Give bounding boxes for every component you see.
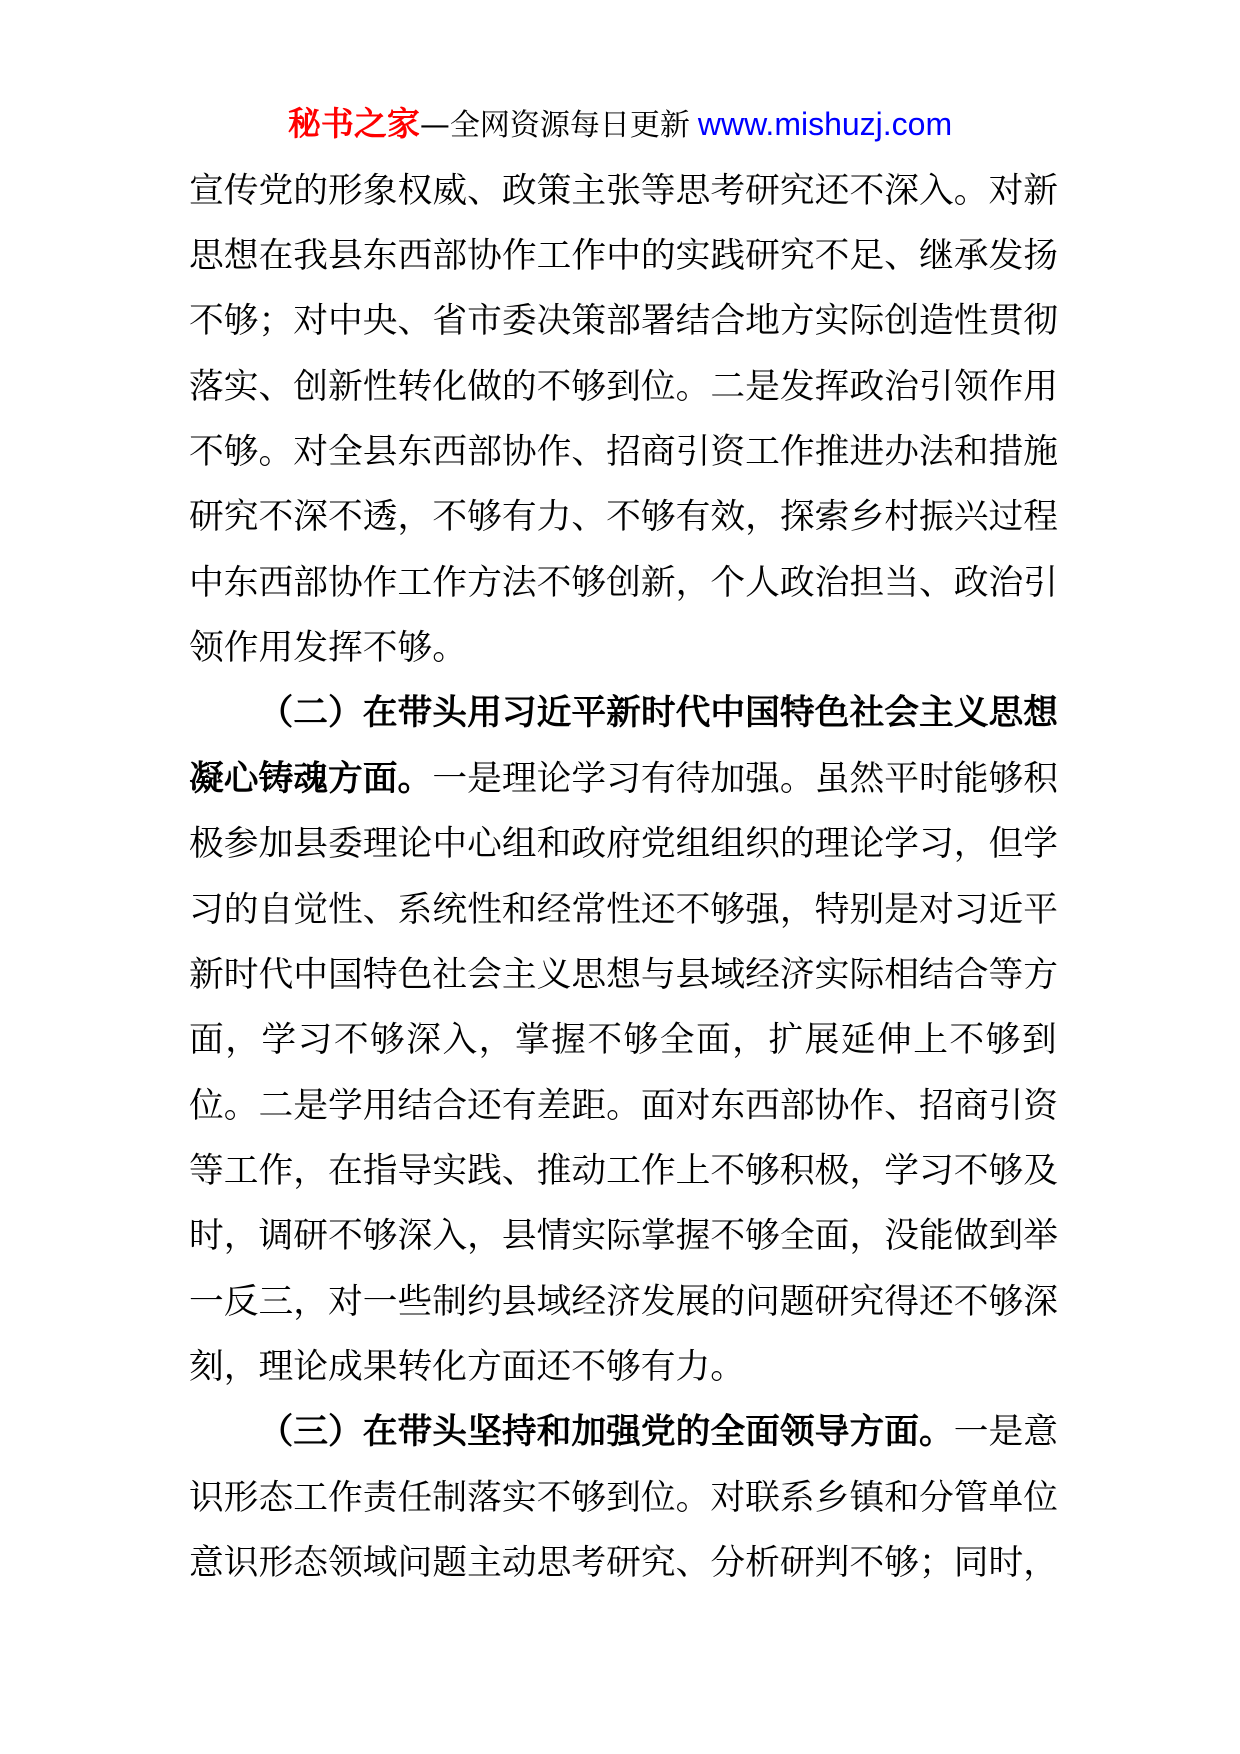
document-body — [189, 159, 1058, 1597]
text-line: 极参加县委理论中心组和政府党组组织的理论学习，但学 — [189, 824, 1058, 865]
paragraph-2 — [189, 681, 1058, 1400]
header-brand: 秘书之家 — [287, 104, 420, 143]
text-line: 宣传党的形象权威、政策主张等思考研究还不深入。对新 — [189, 170, 1058, 211]
section-heading: 凝心铸魂方面。 — [189, 758, 433, 799]
header-url: www.mishuzj.com — [697, 106, 953, 142]
text-line: 刻，理论成果转化方面还不够有力。 — [189, 1347, 745, 1388]
text-line — [189, 747, 1058, 812]
text-line: 落实、创新性转化做的不够到位。二是发挥政治引领作用 — [189, 366, 1058, 407]
text-line: 领作用发挥不够。 — [189, 628, 467, 669]
text-line: 意识形态领域问题主动思考研究、分析研判不够；同时， — [189, 1543, 1058, 1584]
text-line: 一反三，对一些制约县域经济发展的问题研究得还不够深 — [189, 1281, 1058, 1322]
line-text: 一是理论学习有待加强。虽然平时能够积 — [432, 758, 1059, 799]
text-line: 新时代中国特色社会主义思想与县域经济实际相结合等方 — [189, 954, 1058, 995]
text-line — [189, 681, 1058, 746]
header-tagline: —全网资源每日更新 — [419, 108, 690, 143]
text-line: 不够；对中央、省市委决策部署结合地方实际创造性贯彻 — [189, 301, 1058, 342]
text-line: 时，调研不够深入，县情实际掌握不够全面，没能做到举 — [189, 1216, 1058, 1257]
text-line: 识形态工作责任制落实不够到位。对联系乡镇和分管单位 — [189, 1477, 1058, 1518]
section-heading: （二）在带头用习近平新时代中国特色社会主义思想 — [258, 693, 1058, 734]
text-line: 习的自觉性、系统性和经常性还不够强，特别是对习近平 — [189, 889, 1058, 930]
paragraph-3 — [189, 1400, 1058, 1596]
section-heading: （三）在带头坚持和加强党的全面领导方面。 — [258, 1412, 954, 1453]
text-line: 位。二是学用结合还有差距。面对东西部协作、招商引资 — [189, 1085, 1058, 1126]
text-line — [189, 1400, 1058, 1465]
text-line: 中东西部协作工作方法不够创新，个人政治担当、政治引 — [189, 562, 1058, 603]
line-text: 一是意 — [953, 1412, 1059, 1453]
text-line: 思想在我县东西部协作工作中的实践研究不足、继承发扬 — [189, 235, 1058, 276]
text-line: 不够。对全县东西部协作、招商引资工作推进办法和措施 — [189, 432, 1058, 473]
text-line: 面，学习不够深入，掌握不够全面，扩展延伸上不够到 — [189, 1020, 1058, 1061]
paragraph-1 — [189, 159, 1058, 682]
text-line: 研究不深不透，不够有力、不够有效，探索乡村振兴过程 — [189, 497, 1058, 538]
page-header — [0, 99, 1240, 149]
text-line: 等工作，在指导实践、推动工作上不够积极，学习不够及 — [189, 1150, 1058, 1191]
